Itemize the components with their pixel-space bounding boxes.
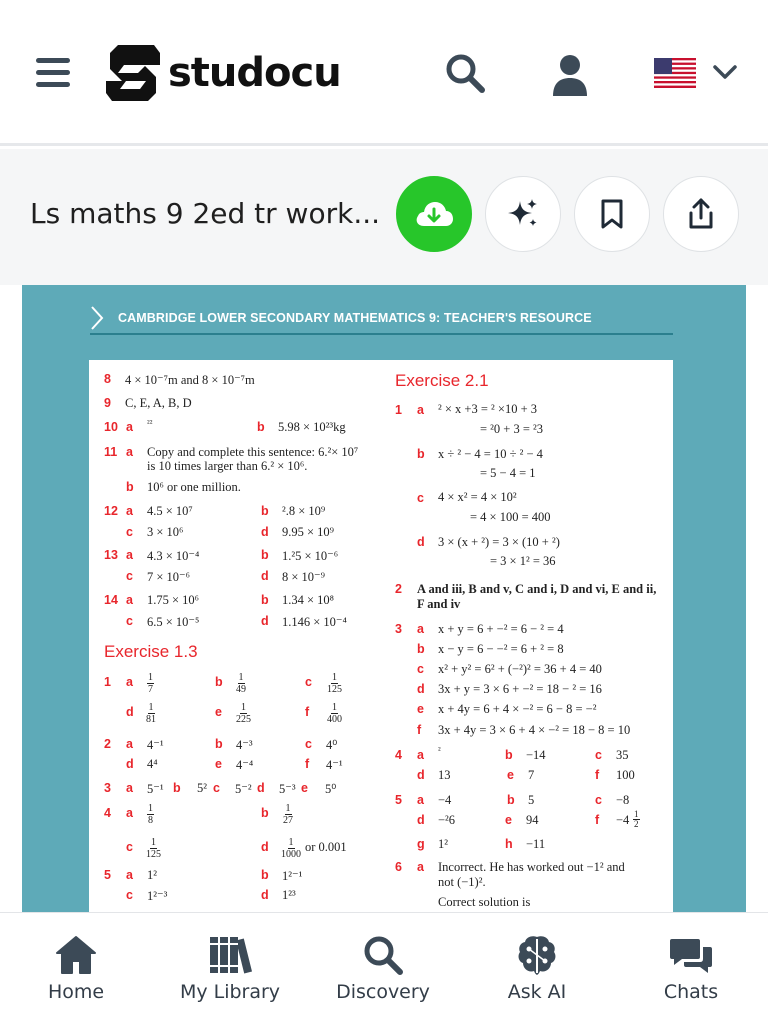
chat-icon xyxy=(668,933,714,977)
part-letter: c xyxy=(305,737,312,751)
answer-text: 5⁰ xyxy=(325,782,337,796)
part-letter: d xyxy=(126,705,134,719)
q-number: 10 xyxy=(104,420,118,434)
part-letter: d xyxy=(261,840,269,854)
q-number: 6 xyxy=(395,860,402,874)
part-letter: f xyxy=(595,768,600,782)
answer-text: 5⁻¹ xyxy=(147,782,164,796)
bookmark-button[interactable] xyxy=(574,176,650,252)
answer-text: 5.98 × 10²³kg xyxy=(278,420,346,434)
part-letter: b xyxy=(261,868,269,882)
part-letter: a xyxy=(126,445,133,459)
fraction: $\frac{1}{49}$ xyxy=(236,672,246,695)
answer-text: 1.75 × 10⁶ xyxy=(147,593,200,607)
q-number: 14 xyxy=(104,593,118,607)
part-letter: c xyxy=(126,888,133,902)
part-letter: a xyxy=(126,806,133,820)
answer-text: 4.5 × 10⁷ xyxy=(147,504,193,518)
part-letter: c xyxy=(305,675,312,689)
answer-text: 9.95 × 10⁹ xyxy=(282,525,335,539)
answer-text: 100 xyxy=(616,768,635,782)
page-header-text: CAMBRIDGE LOWER SECONDARY MATHEMATICS 9: TEACHER'S RESOURCE xyxy=(118,311,592,325)
answer-text: 8 × 10⁻⁹ xyxy=(282,570,326,584)
q-number: 2 xyxy=(395,582,402,596)
fraction: $\frac{1}{8}$ xyxy=(148,803,153,826)
answer-text: 5⁻² xyxy=(235,782,252,796)
part-letter: a xyxy=(126,504,133,518)
part-letter: h xyxy=(505,837,513,851)
nav-label: Home xyxy=(47,981,105,1003)
chevron-down-icon[interactable] xyxy=(712,62,738,82)
part-letter: a xyxy=(126,593,133,607)
answer-text: 1.34 × 10⁸ xyxy=(282,593,335,607)
document-title: Ls maths 9 2ed tr work... xyxy=(30,197,380,230)
answer-text: Correct solution is xyxy=(438,895,531,909)
part-letter: c xyxy=(417,662,424,676)
answer-text: −14 xyxy=(526,748,546,762)
nav-label: Discovery xyxy=(336,981,430,1003)
q-number: 13 xyxy=(104,548,118,562)
answer-text: 4 × x² = 4 × 10² xyxy=(438,490,517,504)
answer-text: 4⁻⁴ xyxy=(236,758,254,772)
fraction: $\frac{1}{2}$ xyxy=(634,809,639,829)
logo-text: studocu xyxy=(168,50,341,96)
part-letter: d xyxy=(417,682,425,696)
nav-ask-ai[interactable] xyxy=(462,913,612,1024)
answer-text: ² × x +3 = ² ×10 + 3 xyxy=(438,402,537,416)
exercise-heading: Exercise 2.1 xyxy=(395,371,489,390)
part-letter: b xyxy=(261,548,269,562)
studocu-logo-icon xyxy=(104,43,162,103)
answer-text: 4⁻³ xyxy=(236,738,253,752)
search-icon xyxy=(360,933,406,977)
answer-text: 1²³ xyxy=(282,888,296,902)
nav-chats[interactable] xyxy=(616,913,766,1024)
answer-text: 10⁶ or one million. xyxy=(147,480,241,494)
fraction: $\frac{1}{81}$ xyxy=(146,702,156,725)
part-letter: a xyxy=(126,420,133,434)
part-letter: b xyxy=(215,737,223,751)
part-letter: e xyxy=(301,781,308,795)
fraction: $\frac{1}{7}$ xyxy=(148,672,153,695)
answer-text: 5 xyxy=(528,793,535,807)
share-button[interactable] xyxy=(663,176,739,252)
answer-text: or 0.001 xyxy=(305,840,347,854)
part-letter: b xyxy=(261,504,269,518)
part-letter: c xyxy=(126,569,133,583)
part-letter: d xyxy=(261,569,269,583)
part-letter: d xyxy=(261,888,269,902)
q-number: 8 xyxy=(104,372,111,386)
answer-text: 5² xyxy=(197,781,207,795)
part-letter: c xyxy=(595,793,602,807)
library-icon xyxy=(207,933,253,977)
part-letter: e xyxy=(417,702,424,716)
part-letter: a xyxy=(126,781,133,795)
answer-text: 7 × 10⁻⁶ xyxy=(147,570,191,584)
answer-text: Incorrect. He has worked out −1² and xyxy=(438,860,625,874)
exercise-heading: Exercise 1.3 xyxy=(104,642,198,661)
answer-text: 5⁻³ xyxy=(279,782,296,796)
part-letter: a xyxy=(126,737,133,751)
part-letter: b xyxy=(505,748,513,762)
part-letter: a xyxy=(417,748,424,762)
part-letter: c xyxy=(595,748,602,762)
user-icon[interactable] xyxy=(551,54,589,96)
nav-label: Chats xyxy=(663,981,719,1003)
answer-text: 4⁻¹ xyxy=(147,738,164,752)
answer-text: x² + y² = 6² + (−²)² = 36 + 4 = 40 xyxy=(438,662,602,676)
answer-text: −²6 xyxy=(438,813,456,827)
answer-text: 4⁴ xyxy=(147,757,158,771)
menu-icon[interactable] xyxy=(36,58,70,88)
q-number: 4 xyxy=(104,806,111,820)
answer-text: not (−1)². xyxy=(438,875,486,889)
part-letter: c xyxy=(126,840,133,854)
answer-text: = ²0 + 3 = ²3 xyxy=(480,422,544,436)
answer-text: A and iii, B and v, C and i, D and vi, E and ii, xyxy=(417,582,657,596)
q-number: 1 xyxy=(395,403,402,417)
part-letter: e xyxy=(507,768,514,782)
answer-text: 1²⁻³ xyxy=(147,889,168,903)
part-letter: a xyxy=(417,403,424,417)
answer-text: 4.3 × 10⁻⁴ xyxy=(147,549,200,563)
answer-text: C, E, A, B, D xyxy=(125,396,192,410)
answer-text: 1² xyxy=(438,837,448,851)
q-number: 3 xyxy=(395,622,402,636)
fraction: $\frac{1}{1000}$ xyxy=(281,837,301,860)
answer-text: ²² xyxy=(147,418,153,428)
part-letter: d xyxy=(417,535,425,549)
part-letter: a xyxy=(417,622,424,636)
part-letter: g xyxy=(417,837,425,851)
part-letter: c xyxy=(126,614,133,628)
part-letter: d xyxy=(417,813,425,827)
search-icon[interactable] xyxy=(444,52,486,94)
part-letter: d xyxy=(261,525,269,539)
answer-text: −8 xyxy=(616,793,630,807)
part-letter: b xyxy=(261,593,269,607)
part-letter: a xyxy=(417,860,424,874)
answer-text: x + 4y = 6 + 4 × −² = 6 − 8 = −² xyxy=(438,702,597,716)
answer-text: 6.5 × 10⁻⁵ xyxy=(147,615,200,629)
fraction: $\frac{1}{125}$ xyxy=(327,672,342,695)
answer-text: is 10 times larger than 6.² × 10⁶. xyxy=(147,459,308,473)
part-letter: d xyxy=(417,768,425,782)
answer-text: −4 xyxy=(438,793,452,807)
answer-text: = 4 × 100 = 400 xyxy=(470,510,551,524)
part-letter: a xyxy=(417,793,424,807)
part-letter: a xyxy=(126,675,133,689)
part-letter: d xyxy=(261,614,269,628)
answer-text: 4 × 10⁻⁷m and 8 × 10⁻⁷m xyxy=(125,373,255,387)
ai-brain-icon xyxy=(514,933,560,977)
answer-text: 35 xyxy=(616,748,629,762)
answer-text: 3x + 4y = 3 × 6 + 4 × −² = 18 − 8 = 10 xyxy=(438,723,631,737)
answer-text: 94 xyxy=(526,813,539,827)
answer-text: −4 xyxy=(616,813,630,827)
nav-home[interactable] xyxy=(1,913,151,1024)
bookmark-icon xyxy=(599,198,625,230)
q-number: 11 xyxy=(104,445,118,459)
q-number: 12 xyxy=(104,504,118,518)
part-letter: f xyxy=(305,705,310,719)
share-icon xyxy=(686,197,716,231)
answer-text: ² xyxy=(438,745,441,755)
bottom-navigation xyxy=(0,912,768,1024)
nav-my-library[interactable] xyxy=(155,913,305,1024)
fraction: $\frac{1}{225}$ xyxy=(236,702,251,725)
part-letter: b xyxy=(417,447,425,461)
answer-text: Copy and complete this sentence: 6.²× 10⁷ xyxy=(147,445,359,459)
part-letter: b xyxy=(215,675,223,689)
top-bar xyxy=(0,0,768,146)
part-letter: f xyxy=(417,723,422,737)
q-number: 5 xyxy=(104,868,111,882)
us-flag-icon[interactable] xyxy=(654,58,696,88)
part-letter: b xyxy=(257,420,265,434)
download-icon xyxy=(414,198,454,230)
part-letter: e xyxy=(215,705,222,719)
answer-text: 3 × (x + ²) = 3 × (10 + ²) xyxy=(438,535,560,549)
part-letter: b xyxy=(126,480,134,494)
q-number: 1 xyxy=(104,675,111,689)
answer-text: 4⁰ xyxy=(326,738,338,752)
document-title-bar xyxy=(0,149,768,285)
answer-text: x ÷ ² − 4 = 10 ÷ ² − 4 xyxy=(438,447,543,461)
answer-text: −11 xyxy=(526,837,546,851)
answer-text: = 5 − 4 = 1 xyxy=(480,466,536,480)
answer-text: = 3 × 1² = 36 xyxy=(490,554,556,568)
part-letter: a xyxy=(126,868,133,882)
part-letter: c xyxy=(126,525,133,539)
answer-text: 1.146 × 10⁻⁴ xyxy=(282,615,347,629)
part-letter: c xyxy=(213,781,220,795)
q-number: 9 xyxy=(104,396,111,410)
ai-sparkle-button[interactable] xyxy=(485,176,561,252)
answer-text: 7 xyxy=(528,768,535,782)
answer-text: 4⁻¹ xyxy=(326,758,343,772)
part-letter: b xyxy=(261,806,269,820)
studocu-logo[interactable] xyxy=(104,42,341,104)
answer-text: 1² xyxy=(147,868,157,882)
part-letter: b xyxy=(507,793,515,807)
download-button[interactable] xyxy=(396,176,472,252)
page-running-header xyxy=(90,305,673,335)
q-number: 4 xyxy=(395,748,402,762)
part-letter: f xyxy=(305,757,310,771)
part-letter: f xyxy=(595,813,600,827)
fraction: $\frac{1}{125}$ xyxy=(146,837,161,860)
answer-text: 1²⁻¹ xyxy=(282,869,303,883)
ai-sparkle-icon xyxy=(506,197,540,231)
fraction: $\frac{1}{27}$ xyxy=(283,803,293,826)
answer-text: 3x + y = 3 × 6 + −² = 18 − ² = 16 xyxy=(438,682,602,696)
document-page xyxy=(89,360,673,915)
part-letter: b xyxy=(173,781,181,795)
home-icon xyxy=(53,933,99,977)
nav-discovery[interactable] xyxy=(308,913,458,1024)
answer-text: x + y = 6 + −² = 6 − ² = 4 xyxy=(438,622,564,636)
answer-text: 3 × 10⁶ xyxy=(147,525,184,539)
part-letter: c xyxy=(417,491,424,505)
fraction: $\frac{1}{400}$ xyxy=(327,702,342,725)
q-number: 2 xyxy=(104,737,111,751)
document-viewer[interactable] xyxy=(22,285,746,915)
part-letter: b xyxy=(417,642,425,656)
q-number: 3 xyxy=(104,781,111,795)
part-letter: e xyxy=(215,757,222,771)
chevron-right-icon xyxy=(90,305,104,331)
answer-text: ².8 × 10⁹ xyxy=(282,504,326,518)
nav-label: My Library xyxy=(179,981,281,1003)
part-letter: a xyxy=(126,548,133,562)
q-number: 5 xyxy=(395,793,402,807)
part-letter: d xyxy=(126,757,134,771)
answer-text: 13 xyxy=(438,768,451,782)
nav-label: Ask AI xyxy=(507,981,567,1003)
part-letter: d xyxy=(257,781,265,795)
answer-text: F and iv xyxy=(417,597,461,611)
answer-text: 1.²5 × 10⁻⁶ xyxy=(282,549,339,563)
part-letter: e xyxy=(505,813,512,827)
answer-text: x − y = 6 − −² = 6 + ² = 8 xyxy=(438,642,564,656)
